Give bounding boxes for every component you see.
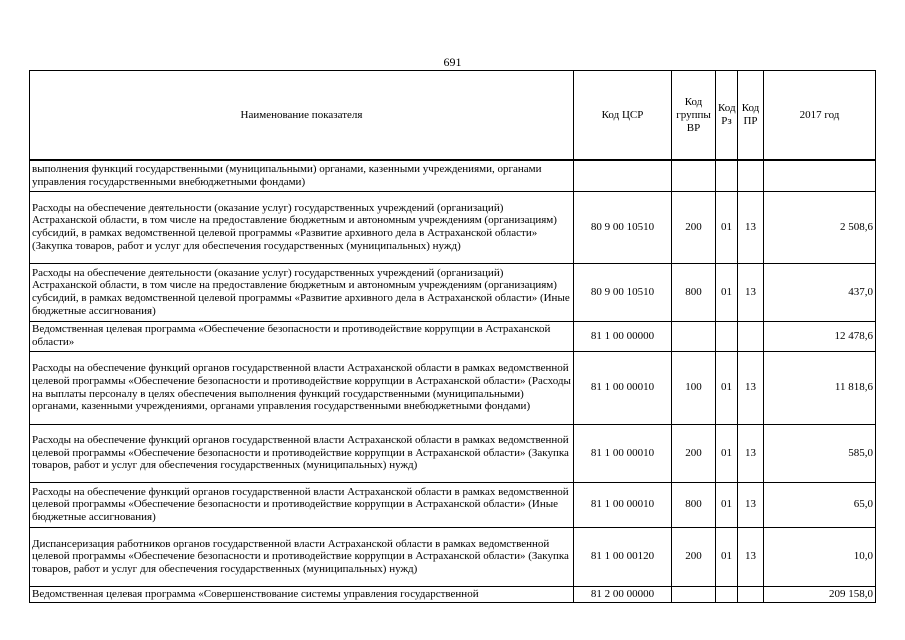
header-pr: Код ПР: [738, 71, 764, 161]
row-pr: [738, 586, 764, 602]
row-amount: 65,0: [764, 482, 876, 527]
row-amount: 10,0: [764, 527, 876, 586]
table-row: [30, 351, 876, 424]
row-vr: 800: [672, 263, 716, 321]
row-pr: [738, 321, 764, 351]
row-csr: 81 2 00 00000: [574, 586, 672, 602]
row-rz: [716, 321, 738, 351]
row-vr: 800: [672, 482, 716, 527]
row-rz: 01: [716, 482, 738, 527]
row-vr: 200: [672, 191, 716, 263]
row-pr: 13: [738, 424, 764, 482]
row-amount: 12 478,6: [764, 321, 876, 351]
table-row: [30, 321, 876, 351]
row-name: Расходы на обеспечение деятельности (оказание услуг) государственных учреждений (организаций) Астраханской области, в том числе на предоставление бюджетным и автономным учреждениям (организациям) субсидий, в рамках ведомственной целевой программы «Развитие архивного дела в Астраханской области» (Иные бюджетные ассигнования): [30, 263, 574, 321]
header-name: Наименование показателя: [30, 71, 574, 161]
row-amount: 2 508,6: [764, 191, 876, 263]
row-name: Расходы на обеспечение деятельности (оказание услуг) государственных учреждений (организаций) Астраханской области, в том числе на предоставление бюджетным и автономным учреждениям (организациям) субсидий, в рамках ведомственной целевой программы «Развитие архивного дела в Астраханской области» (Закупка товаров, работ и услуг для обеспечения государственных (муниципальных) нужд): [30, 191, 574, 263]
header-year: 2017 год: [764, 71, 876, 161]
page-number: 691: [443, 55, 462, 69]
row-pr: 13: [738, 482, 764, 527]
row-pr: 13: [738, 351, 764, 424]
row-pr: 13: [738, 191, 764, 263]
row-amount: 209 158,0: [764, 586, 876, 602]
row-vr: [672, 586, 716, 602]
row-csr: 81 1 00 00010: [574, 482, 672, 527]
row-amount: [764, 160, 876, 191]
table-row: [30, 527, 876, 586]
row-vr: 100: [672, 351, 716, 424]
row-csr: 81 1 00 00010: [574, 351, 672, 424]
header-csr: Код ЦСР: [574, 71, 672, 161]
row-rz: 01: [716, 263, 738, 321]
row-csr: 81 1 00 00010: [574, 424, 672, 482]
row-csr: 80 9 00 10510: [574, 263, 672, 321]
row-amount: 11 818,6: [764, 351, 876, 424]
table-row: [30, 191, 876, 263]
header-rz: Код Рз: [716, 71, 738, 161]
row-vr: 200: [672, 424, 716, 482]
row-csr: 80 9 00 10510: [574, 191, 672, 263]
table-row: [30, 586, 876, 602]
row-rz: 01: [716, 424, 738, 482]
row-csr: [574, 160, 672, 191]
table-header-row: [30, 71, 876, 161]
table-row: [30, 160, 876, 191]
header-vr: Код группы ВР: [672, 71, 716, 161]
row-vr: [672, 160, 716, 191]
row-rz: 01: [716, 527, 738, 586]
row-amount: 437,0: [764, 263, 876, 321]
row-rz: [716, 160, 738, 191]
row-name: Ведомственная целевая программа «Совершенствование системы управления государственной: [30, 586, 574, 602]
row-vr: 200: [672, 527, 716, 586]
table-row: [30, 482, 876, 527]
row-pr: 13: [738, 263, 764, 321]
budget-table: [29, 70, 876, 603]
row-pr: [738, 160, 764, 191]
row-amount: 585,0: [764, 424, 876, 482]
row-pr: 13: [738, 527, 764, 586]
row-rz: 01: [716, 351, 738, 424]
row-name: выполнения функций государственными (муниципальными) органами, казенными учреждениями, органами управления государственными внебюджетными фондами): [30, 160, 574, 191]
row-name: Расходы на обеспечение функций органов государственной власти Астраханской области в рамках ведомственной целевой программы «Обеспечение безопасности и противодействие коррупции в Астраханской области» (Иные бюджетные ассигнования): [30, 482, 574, 527]
row-vr: [672, 321, 716, 351]
row-name: Ведомственная целевая программа «Обеспечение безопасности и противодействие коррупции в Астраханской области»: [30, 321, 574, 351]
row-name: Диспансеризация работников органов государственной власти Астраханской области в рамках ведомственной целевой программы «Обеспечение безопасности и противодействие коррупции в Астраханской области» (Закупка товаров, работ и услуг для обеспечения государственных (муниципальных) нужд): [30, 527, 574, 586]
table-row: [30, 424, 876, 482]
row-name: Расходы на обеспечение функций органов государственной власти Астраханской области в рамках ведомственной целевой программы «Обеспечение безопасности и противодействие коррупции в Астраханской области» (Закупка товаров, работ и услуг для обеспечения государственных (муниципальных) нужд): [30, 424, 574, 482]
row-csr: 81 1 00 00120: [574, 527, 672, 586]
row-name: Расходы на обеспечение функций органов государственной власти Астраханской области в рамках ведомственной целевой программы «Обеспечение безопасности и противодействие коррупции в Астраханской области» (Расходы на выплаты персоналу в целях обеспечения выполнения функций государственными (муниципальными) органами, казенными учреждениями, органами управления государственными внебюджетными фондами): [30, 351, 574, 424]
row-rz: [716, 586, 738, 602]
row-rz: 01: [716, 191, 738, 263]
row-csr: 81 1 00 00000: [574, 321, 672, 351]
table-row: [30, 263, 876, 321]
